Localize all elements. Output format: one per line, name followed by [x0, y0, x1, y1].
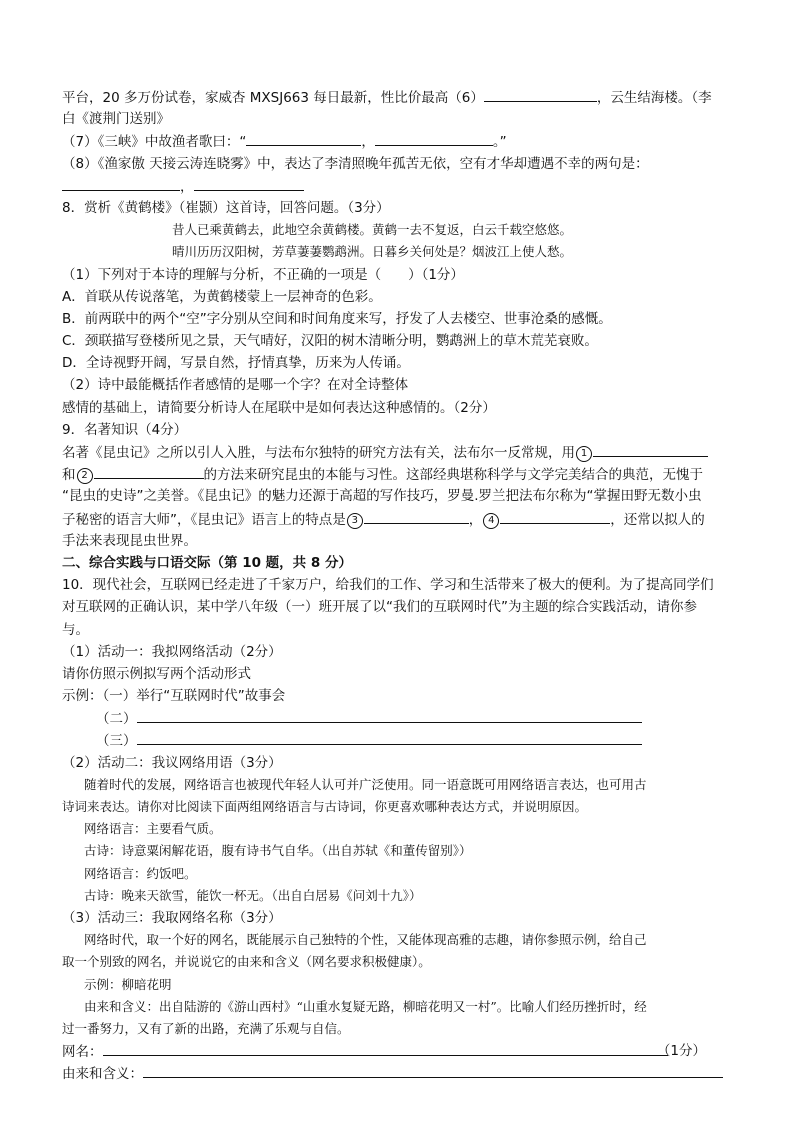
- option-d: D．全诗视野开阔，写景自然，抒情真挚，历来为人传诵。: [62, 355, 410, 372]
- activity-1: （1）活动一：我拟网络活动（2分）: [62, 643, 282, 660]
- option-c: C．颈联描写登楼所见之景，天气晴好，汉阳的树木清晰分明，鹦鹉洲上的草木荒芜衰败。: [62, 333, 598, 350]
- net-lang-2: 网络语言：约饭吧。: [84, 865, 197, 881]
- circled-number-2: 2: [77, 468, 93, 484]
- answer-blank-9-4[interactable]: [500, 508, 610, 524]
- option-a: A．首联从传说落笔，为黄鹤楼蒙上一层神奇的色彩。: [62, 288, 382, 305]
- q9-line4: 子秘密的语言大师”，《昆虫记》语言上的特点是 3 ， 4 ，还常以拟人的: [62, 508, 730, 530]
- activity-3-para1: 网络时代，取一个好的网名，既能展示自己独特的个性，又能体现高雅的志趣，请你参照示例，给自己: [84, 932, 647, 948]
- line-6-source: 白《渡荆门送别》: [62, 111, 170, 128]
- answer-blank-10-2[interactable]: [137, 707, 642, 723]
- answer-blank-7a[interactable]: [246, 130, 361, 146]
- line-7: （7）《三峡》中故渔者歌曰：“ ， 。”: [62, 130, 730, 152]
- poem-line-2: 晴川历历汉阳树，芳草萋萋鹦鹉洲。日暮乡关何处是？烟波江上使人愁。: [172, 244, 573, 260]
- circled-number-1: 1: [576, 446, 592, 462]
- activity-1-example: 示例：（一）举行“互联网时代”故事会: [62, 688, 286, 705]
- answer-blank-8b[interactable]: [194, 175, 304, 191]
- activity-3-example: 示例：柳暗花明: [84, 976, 172, 992]
- meaning-line: 由来和含义：: [62, 1062, 730, 1084]
- answer-blank-9-3[interactable]: [364, 508, 469, 524]
- answer-blank-8a[interactable]: [62, 175, 180, 191]
- activity-3-para3: 由来和含义：出自陆游的《游山西村》“山重水复疑无路，柳暗花明又一村”。比喻人们经历挫折时，经: [84, 998, 647, 1014]
- exam-page: [62, 86, 730, 1084]
- answer-blank-7b[interactable]: [375, 130, 493, 146]
- poem-ref-2: 古诗：晚来天欲雪，能饮一杯无。（出自白居易《问刘十九》）: [84, 887, 422, 903]
- q10-line3: 与。: [62, 621, 89, 638]
- activity-1-item-3: （三）: [62, 729, 730, 751]
- net-lang-1: 网络语言：主要看气质。: [84, 821, 222, 837]
- activity-2-para1: 随着时代的发展，网络语言也被现代年轻人认可并广泛使用。同一语意既可用网络语言表达，也可用古: [84, 776, 647, 792]
- q9-line2: 和 2 的方法来研究昆虫的本能与习性。这部经典堪称科学与文学完美结合的典范，无愧于: [62, 463, 730, 485]
- q10-line2: 对互联网的正确认识，某中学八年级（一）班开展了以“我们的互联网时代”为主题的综合实践活动，请你参: [62, 599, 697, 616]
- circled-number-3: 3: [347, 513, 363, 529]
- q9-line1: 名著《昆虫记》之所以引人入胜，与法布尔独特的研究方法有关，法布尔一反常规，用 1: [62, 441, 730, 463]
- line-8-blanks: ，: [62, 175, 730, 197]
- q8-title: 8．赏析《黄鹤楼》（崔颢）这首诗，回答问题。（3分）: [62, 199, 390, 216]
- section-2-heading: 二、综合实践与口语交际（第 10 题，共 8 分）: [62, 554, 352, 571]
- activity-2-para2: 诗词来表达。请你对比阅读下面两组网络语言与古诗词，你更喜欢哪种表达方式，并说明原因。: [62, 799, 588, 814]
- net-name-line: 网名： （1分）: [62, 1040, 730, 1062]
- q9-line3: “昆虫的史诗”之美誉。《昆虫记》的魅力还源于高超的写作技巧，罗曼.罗兰把法布尔称为“掌握田野无数小虫: [62, 488, 702, 505]
- q9-title: 9．名著知识（4分）: [62, 421, 188, 438]
- poem-line-1: 昔人已乘黄鹤去，此地空余黄鹤楼。黄鹤一去不复返，白云千载空悠悠。: [172, 222, 573, 238]
- activity-1-prompt: 请你仿照示例拟写两个活动形式: [62, 665, 251, 682]
- circled-number-4: 4: [483, 513, 499, 529]
- answer-blank-9-2[interactable]: [94, 463, 204, 479]
- option-b: B．前两联中的两个“空”字分别从空间和时间角度来写，抒发了人去楼空、世事沧桑的感慨。: [62, 310, 612, 327]
- q10-line1: 10．现代社会，互联网已经走进了千家万户，给我们的工作、学习和生活带来了极大的便利。为了提高同学们: [62, 577, 714, 594]
- activity-1-item-2: （二）: [62, 707, 730, 729]
- poem-ref-1: 古诗：诗意粟闲解花语，腹有诗书气自华。（出自苏轼《和董传留别》）: [84, 843, 472, 859]
- answer-blank-10-3[interactable]: [137, 729, 642, 745]
- activity-3: （3）活动三：我取网络名称（3分）: [62, 909, 282, 926]
- activity-3-para2: 取一个别致的网名，并说说它的由来和含义（网名要求积极健康）。: [62, 954, 431, 970]
- activity-3-para4: 过一番努力，又有了新的出路，充满了乐观与自信。: [62, 1020, 350, 1036]
- meaning-blank[interactable]: [143, 1062, 723, 1078]
- q8-sub2b: 感情的基础上，请简要分析诗人在尾联中是如何表达这种感情的。（2分）: [62, 399, 496, 416]
- net-name-blank[interactable]: [103, 1040, 668, 1056]
- line-6: 平台，20 多万份试卷，家威杏 MXSJ663 每日最新，性比价最高（6） ，云生结海楼。（李: [62, 86, 730, 108]
- q8-sub1: （1）下列对于本诗的理解与分析，不正确的一项是（ ）（1分）: [62, 266, 464, 283]
- line-8: （8）《渔家傲 天接云涛连晓雾》中，表达了李清照晚年孤苦无依，空有才华却遭遇不幸的两句是：: [62, 155, 649, 172]
- answer-blank-9-1[interactable]: [593, 441, 708, 457]
- activity-2: （2）活动二：我议网络用语（3分）: [62, 754, 282, 771]
- answer-blank-6[interactable]: [484, 86, 597, 102]
- q9-line5: 手法来表现昆虫世界。: [62, 532, 197, 549]
- q8-sub2a: （2）诗中最能概括作者感情的是哪一个字？在对全诗整体: [62, 377, 409, 394]
